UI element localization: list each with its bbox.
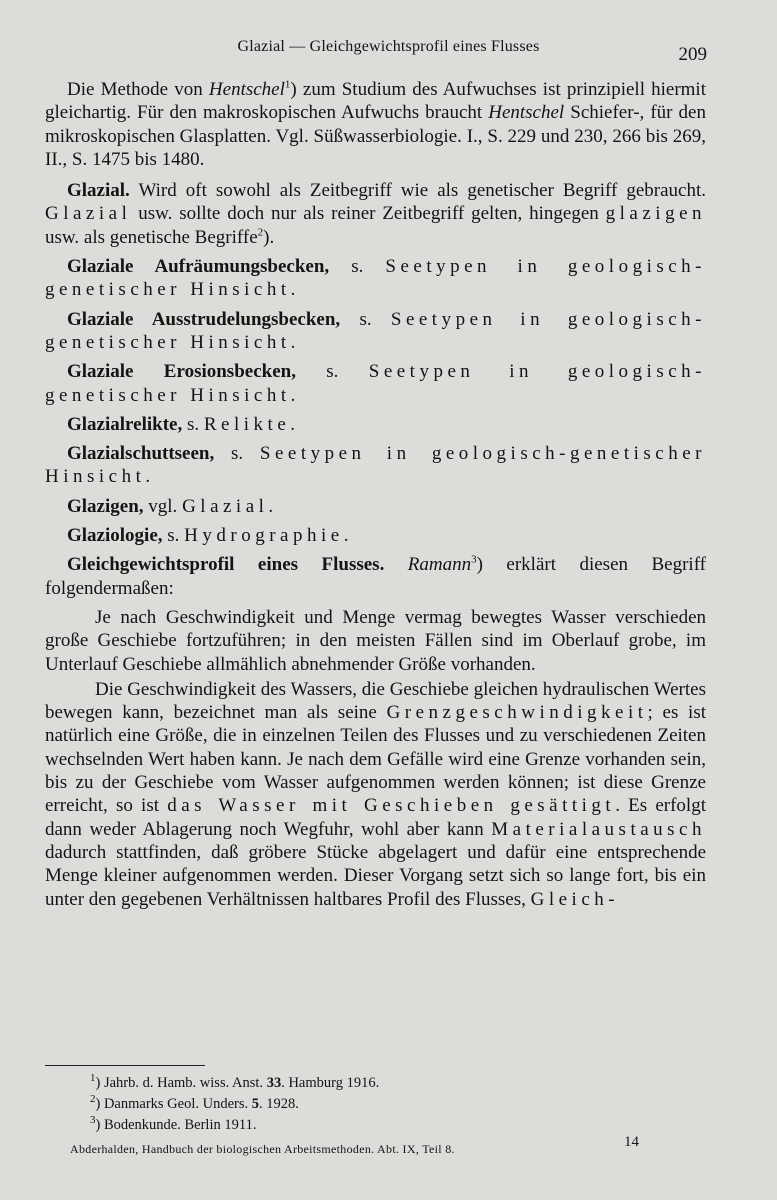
author-name: Hentschel [208, 79, 285, 100]
text: s. [182, 413, 204, 435]
footnote-text: ) Bodenkunde. Berlin 1911. [95, 1117, 257, 1133]
text: . Es erfolgt dann weder Ablagerung noch Wegfuhr, wohl aber kann [45, 795, 706, 840]
text: Wird oft sowohl als Zeitbegriff wie als genetischer Begriff gebraucht. [129, 180, 706, 202]
entry-headword: Glazialrelikte, [67, 413, 183, 435]
entry-glaziale-ausstrudelungsbecken [45, 308, 706, 355]
entry-headword: Glazialschuttseen, [67, 443, 215, 465]
entry-hentschel-continuation [45, 78, 706, 171]
footnote-ref: 3 [471, 554, 477, 567]
footnote-mark: 1 [90, 1072, 96, 1085]
publication-line: Abderhalden, Handbuch der biologischen Arbeitsmethoden. Abt. IX, Teil 8. [70, 1142, 455, 1156]
cross-reference: Seetypen in geologisch-genetischer Hinsicht. [45, 256, 707, 301]
entry-glazialschuttseen [45, 442, 706, 489]
volume-number: 5 [251, 1096, 259, 1112]
entry-glaziologie [45, 524, 706, 547]
page-body [45, 78, 706, 911]
footnote [90, 1073, 379, 1094]
entry-glazial [45, 179, 706, 249]
text: ) zum Studium des Aufwuchses ist prinzipiell hiermit gleichartig. Für den makroskopischen Aufwuchs braucht [45, 79, 706, 124]
text: ) erklärt diesen Begriff folgendermaßen: [45, 554, 706, 599]
text: s. [214, 443, 260, 465]
text: s. [295, 361, 369, 383]
entry-headword: Glaziale Erosionsbecken, [67, 361, 296, 383]
entry-headword: Glaziologie, [67, 525, 163, 547]
cross-reference: Seetypen in geologisch-genetischer Hinsicht. [45, 308, 706, 353]
entry-glazigen [45, 495, 706, 518]
text: usw. als genetische Begriffe [45, 226, 258, 248]
page-number: 209 [678, 44, 707, 65]
text: Die Geschwindigkeit des Wassers, die Geschiebe gleichen hydraulischen Wertes bewegen kann, bezeichnet man als seine [45, 678, 706, 724]
footnote [90, 1094, 379, 1115]
entry-headword: Glazial. [67, 180, 130, 202]
entry-glaziale-aufraeumungsbecken [45, 255, 706, 302]
footnote-divider [45, 1065, 205, 1066]
footnote-mark: 3 [90, 1114, 96, 1127]
volume-number: 33 [266, 1075, 282, 1091]
spaced-term: das Wasser mit Geschieben gesättigt [167, 795, 616, 817]
cross-reference: Seetypen in geologisch-genetischer Hinsicht. [45, 443, 706, 488]
entry-headword: Glaziale Aufräumungsbecken, [67, 256, 330, 278]
entry-glazialrelikte [45, 413, 706, 436]
cross-reference: Relikte. [203, 413, 300, 435]
entry-glaziale-erosionsbecken [45, 360, 706, 407]
footnote-mark: 2 [90, 1093, 96, 1106]
spaced-term: Grenzgeschwindigkeit [386, 702, 648, 724]
text: s. [340, 308, 391, 330]
spaced-term: Materialaustausch [491, 818, 706, 840]
cross-reference: Glazial. [182, 495, 278, 517]
footnote-ref: 1 [284, 78, 291, 91]
text: usw. sollte doch nur als reiner Zeitbegriff gelten, hingegen [131, 203, 606, 225]
footnotes [90, 1073, 379, 1136]
entry-headword: Gleichgewichtsprofil eines Flusses. [67, 554, 385, 576]
footnote-text: . Hamburg 1916. [281, 1075, 380, 1091]
footnote [90, 1115, 379, 1136]
footnote-ref: 2 [257, 226, 264, 239]
text: Die Methode von [67, 79, 209, 100]
text: ). [263, 226, 275, 248]
signature-mark: 14 [624, 1134, 639, 1150]
text: Schiefer-, für den mikroskopischen Glasplatten. Vgl. Süßwasserbiologie. I., S. 229 und 230, 266 bis 269, II., S. 1475 bis 1480. [45, 102, 706, 170]
entry-headword: Glaziale Ausstrudelungsbecken, [67, 308, 341, 330]
author-name: Hentschel [488, 102, 565, 124]
text [384, 554, 407, 575]
text: s. [162, 525, 185, 547]
text: dadurch stattfinden, daß gröbere Stücke abgelagert und dafür eine entsprechende Menge kleiner aufgenommen werden. Dieser Vorgang setzt sich so lange fort, bis ein unter den gegebenen Verhältnissen haltbares Profil des Flusses, [45, 841, 706, 910]
spaced-term: Glazial [45, 203, 132, 225]
author-name: Ramann [407, 554, 472, 576]
quote-paragraph-2 [45, 678, 706, 911]
entry-headword: Glazigen, [67, 495, 144, 517]
text: ; es ist natürlich eine Größe, die in einzelnen Teilen des Flusses und zu verschiedenen Zeiten wechselnden Wert haben kann. Je nach dem Gefälle wird eine Grenze vorhanden sein, bis zu der Geschiebe vom Wasser aufgenommen werden können; ist diese Grenze erreicht, so ist [45, 702, 706, 817]
cross-reference: Seetypen in geologisch-genetischer Hinsicht. [45, 361, 706, 406]
page-header [40, 38, 737, 68]
running-head: Glazial — Gleichgewichtsprofil eines Flusses [237, 38, 540, 55]
footnote-text: ) Jahrb. d. Hamb. wiss. Anst. [95, 1075, 267, 1091]
text: s. [329, 256, 386, 278]
footnote-text: . 1928. [259, 1096, 299, 1112]
spaced-term: Gleich- [530, 888, 620, 910]
text: vgl. [143, 495, 183, 517]
footnote-text: ) Danmarks Geol. Unders. [95, 1096, 252, 1112]
cross-reference: Hydrographie. [184, 525, 353, 547]
quote-paragraph-1: Je nach Geschwindigkeit und Menge vermag bewegtes Wasser verschieden große Geschiebe fortzuführen; in den meisten Fällen sind im Oberlauf grobe, im Unterlauf Geschiebe allmählich abnehmender Größe vorhanden. [45, 606, 706, 675]
spaced-term: glazigen [605, 203, 706, 225]
entry-gleichgewichtsprofil [45, 553, 706, 600]
